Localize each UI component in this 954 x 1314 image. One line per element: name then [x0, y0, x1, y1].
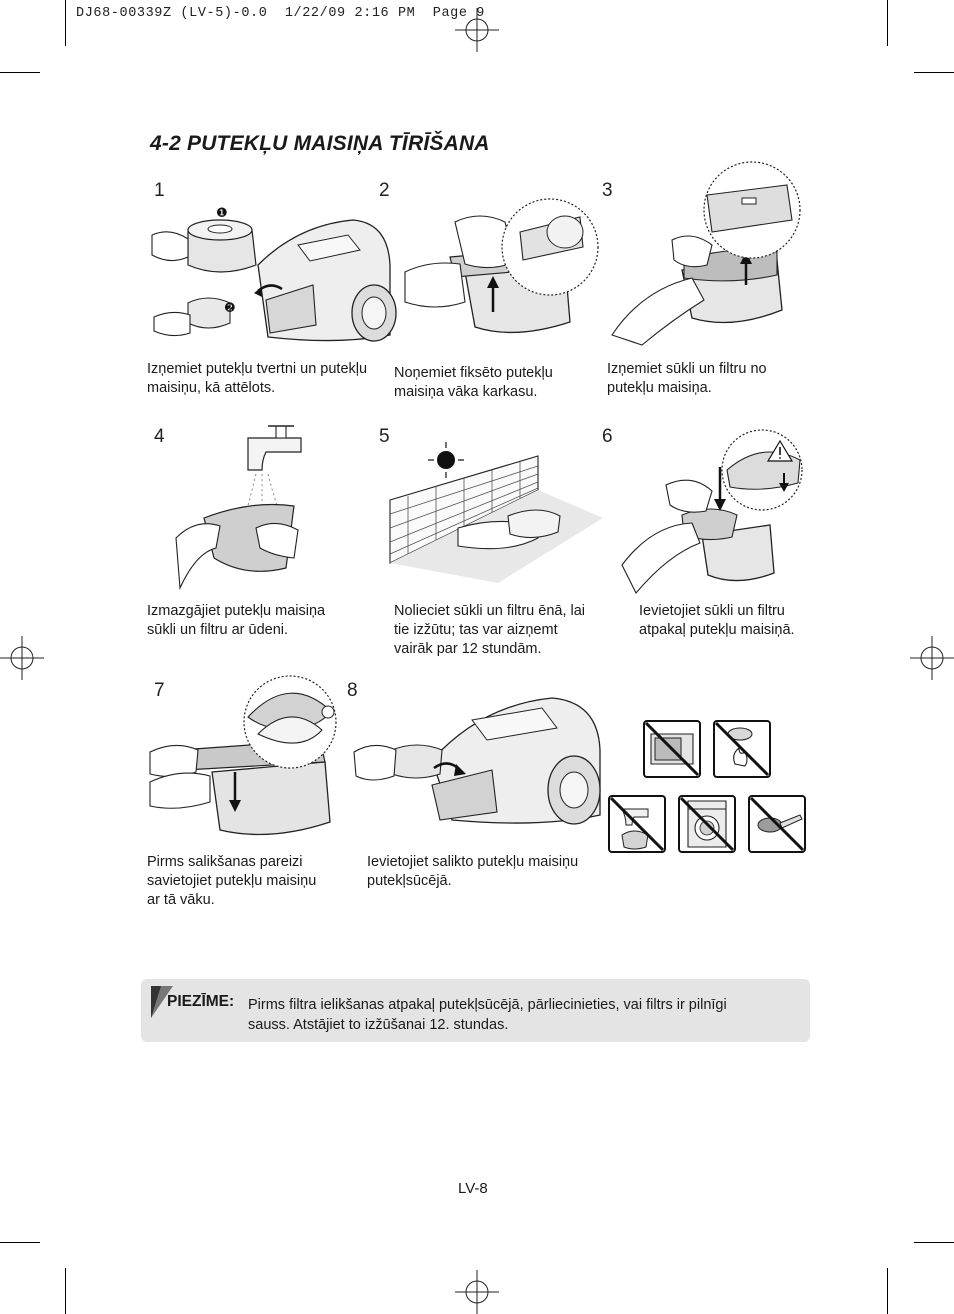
- step-5-illustration: [388, 438, 603, 583]
- step-3-number: 3: [602, 180, 613, 201]
- caption-line: putekļsūcējā.: [367, 873, 452, 889]
- caption-line: Izņemiet sūkli un filtru no: [607, 361, 767, 377]
- registration-mark-icon: [455, 8, 499, 52]
- caption-line: Ievietojiet salikto putekļu maisiņu: [367, 854, 579, 870]
- caption-line: atpakaļ putekļu maisiņā.: [639, 622, 795, 638]
- registration-mark-icon: [455, 1270, 499, 1314]
- step-4-illustration: [176, 418, 306, 590]
- caption-line: maisiņu, kā attēlots.: [147, 380, 276, 396]
- tap-rinse-prohibited-icon: [608, 795, 666, 853]
- step-3-illustration: [612, 160, 810, 345]
- caption-line: Noņemiet fiksēto putekļu: [394, 365, 553, 381]
- step-2-caption: [394, 364, 553, 402]
- caption-line: ar tā vāku.: [147, 892, 215, 908]
- step-1-marker-1: ❶: [216, 206, 228, 221]
- step-8-caption: [367, 853, 578, 891]
- registration-mark-icon: [910, 636, 954, 680]
- brush-prohibited-icon: [748, 795, 806, 853]
- caption-line: Nolieciet sūkli un filtru ēnā, lai: [394, 603, 586, 619]
- fire-prohibited-icon: [713, 720, 771, 778]
- microwave-prohibited-icon: [643, 720, 701, 778]
- caption-line: sūkli un filtru ar ūdeni.: [147, 622, 289, 638]
- caption-line: Izņemiet putekļu tvertni un putekļu: [147, 361, 368, 377]
- step-6-number: 6: [602, 426, 613, 447]
- step-2-number: 2: [379, 180, 390, 201]
- caption-line: Izmazgājiet putekļu maisiņa: [147, 603, 326, 619]
- note-line: Pirms filtra ielikšanas atpakaļ putekļsūcējā, pārliecinieties, vai filtrs ir pilnīgi: [248, 997, 727, 1013]
- print-header: DJ68-00339Z (LV-5)-0.0 1/22/09 2:16 PM Page 9: [76, 6, 485, 21]
- step-1-number: 1: [154, 180, 165, 201]
- step-5-caption: [394, 602, 585, 659]
- step-1-caption: [147, 360, 367, 398]
- step-4-number: 4: [154, 426, 165, 447]
- caption-line: vairāk par 12 stundām.: [394, 641, 542, 657]
- step-6-illustration: [622, 425, 807, 593]
- step-7-number: 7: [154, 680, 165, 701]
- caption-line: tie izžūtu; tas var aizņemt: [394, 622, 558, 638]
- step-1-illustration: [148, 205, 390, 350]
- sun-icon: [428, 442, 464, 478]
- registration-mark-icon: [0, 636, 44, 680]
- step-7-caption: [147, 853, 316, 910]
- note-text: [248, 995, 727, 1035]
- note-line: sauss. Atstājiet to izžūšanai 12. stundas.: [248, 1017, 509, 1033]
- washing-machine-prohibited-icon: [678, 795, 736, 853]
- step-8-number: 8: [347, 680, 358, 701]
- page-number: LV-8: [458, 1180, 488, 1197]
- caption-line: savietojiet putekļu maisiņu: [147, 873, 317, 889]
- caption-line: putekļu maisiņa.: [607, 380, 712, 396]
- note-label: PIEZĪME:: [167, 993, 235, 1010]
- step-4-caption: [147, 602, 325, 640]
- step-8-illustration: [352, 690, 602, 830]
- step-5-number: 5: [379, 426, 390, 447]
- caption-line: Pirms salikšanas pareizi: [147, 854, 303, 870]
- step-1-marker-2: ❷: [224, 301, 236, 316]
- section-title: 4-2 PUTEKĻU MAISIŅA TĪRĪŠANA: [150, 132, 490, 155]
- caption-line: Ievietojiet sūkli un filtru: [639, 603, 785, 619]
- step-3-caption: [607, 360, 767, 398]
- caption-line: maisiņa vāka karkasu.: [394, 384, 538, 400]
- step-6-caption: [639, 602, 795, 640]
- step-2-illustration: [405, 192, 595, 347]
- step-7-illustration: [150, 672, 342, 850]
